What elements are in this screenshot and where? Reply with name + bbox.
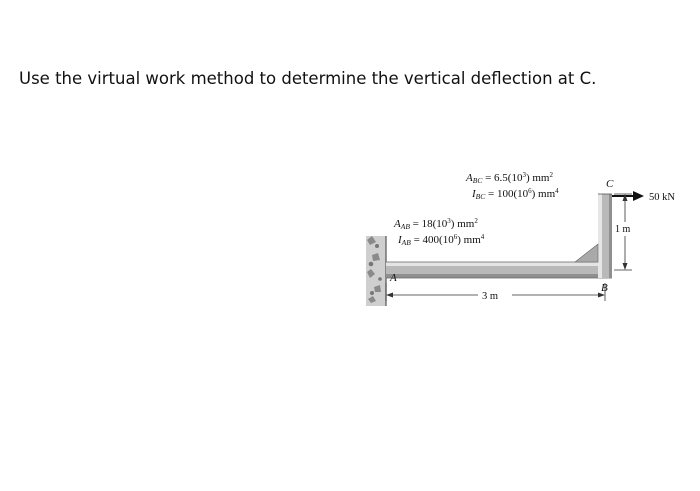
load-label: 50 kN xyxy=(649,192,675,203)
point-a-label: A xyxy=(390,272,397,284)
ab-inertia-label: IAB = $400(10^6)$ $mm^4$ xyxy=(398,233,485,247)
question-text: Use the virtual work method to determine the vertical deflection at C. xyxy=(19,69,597,88)
point-b-label: B xyxy=(601,282,608,294)
span-ab-label: 3 m xyxy=(482,291,499,302)
bc-inertia-label: IBC = $100(10^6)$ $mm^4$ xyxy=(472,187,559,201)
member-ab xyxy=(386,262,612,278)
ab-area-label: AAB = $18(10^3)$ $mm^2$ xyxy=(394,217,478,231)
point-c-label: C xyxy=(606,178,614,190)
load-arrow xyxy=(612,191,644,201)
fixed-support xyxy=(366,236,386,306)
bc-area-label: ABC = $6.5(10^3)$ $mm^2$ xyxy=(466,171,553,185)
height-bc-label: 1 m xyxy=(615,224,631,235)
